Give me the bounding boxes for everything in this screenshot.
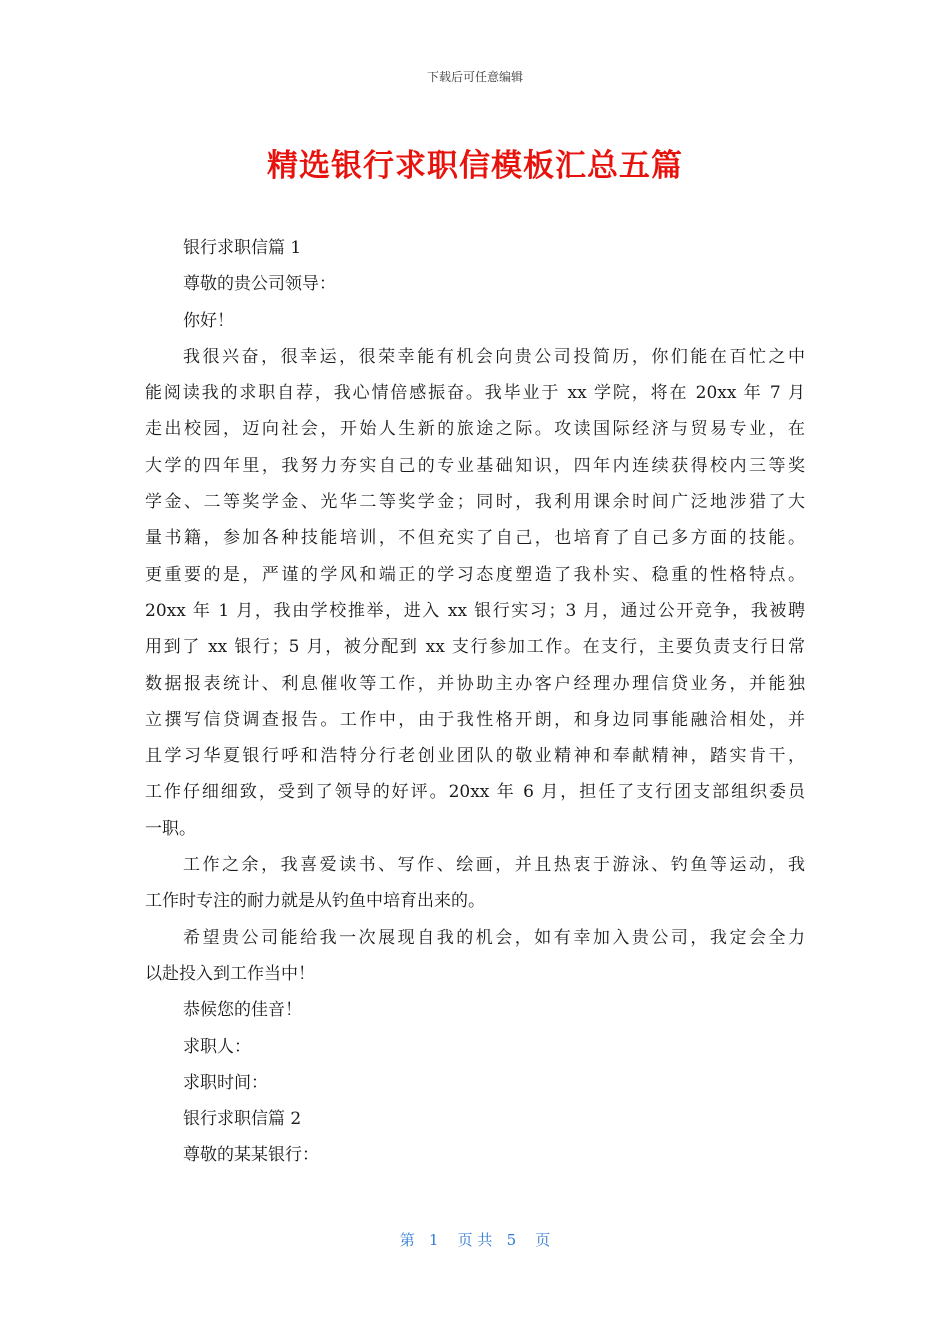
body-line: 银行求职信篇 1: [183, 238, 302, 258]
body-line: 希望贵公司能给我一次展现自我的机会，如有幸加入贵公司，我定会全力: [183, 927, 805, 948]
body-line: 立撰写信贷调查报告。工作中，由于我性格开朗，和身边同事能融洽相处，并: [145, 709, 805, 730]
body-line: 求职人：: [183, 1036, 251, 1057]
body-line: 20xx 年 1 月，我由学校推举，进入 xx 银行实习；3 月，通过公开竞争，我被聘: [145, 600, 805, 621]
body-line: 求职时间：: [183, 1072, 268, 1093]
body-line: 工作之余，我喜爱读书、写作、绘画，并且热衷于游泳、钓鱼等运动，我: [183, 855, 805, 876]
body-line: 银行求职信篇 2: [183, 1109, 302, 1130]
body-line: 更重要的是，严谨的学风和端正的学习态度塑造了我朴实、稳重的性格特点。: [145, 564, 805, 585]
body-line: 一职。: [145, 818, 196, 839]
body-line: 能阅读我的求职自荐，我心情倍感振奋。我毕业于 xx 学院，将在 20xx 年 7 月: [145, 383, 805, 404]
body-line: 恭候您的佳音！: [183, 1000, 302, 1021]
body-line: 我很兴奋，很幸运，很荣幸能有机会向贵公司投简历，你们能在百忙之中: [183, 346, 805, 367]
body-line: 工作时专注的耐力就是从钓鱼中培育出来的。: [145, 891, 485, 912]
body-line: 工作仔细细致，受到了领导的好评。20xx 年 6 月，担任了支行团支部组织委员: [145, 782, 805, 803]
page-footer: 第 1 页 共 5 页: [399, 1231, 551, 1249]
document-title: 精选银行求职信模板汇总五篇: [267, 148, 683, 184]
body-line: 数据报表统计、利息催收等工作，并协助主办客户经理办理信贷业务，并能独: [145, 673, 805, 694]
body-line: 学金、二等奖学金、光华二等奖学金；同时，我利用课余时间广泛地涉猎了大: [145, 492, 805, 513]
header-note: 下载后可任意编辑: [426, 70, 523, 84]
document-body: [145, 230, 805, 1174]
body-line: 量书籍，参加各种技能培训，不但充实了自己，也培育了自己多方面的技能。: [145, 528, 805, 549]
body-line: 走出校园，迈向社会，开始人生新的旅途之际。攻读国际经济与贸易专业，在: [145, 419, 805, 440]
body-line: 尊敬的某某银行：: [183, 1145, 319, 1166]
body-line: 且学习华夏银行呼和浩特分行老创业团队的敬业精神和奉献精神，踏实肯干，: [145, 746, 805, 767]
body-line: 你好！: [183, 310, 234, 331]
body-line: 尊敬的贵公司领导：: [183, 274, 336, 295]
body-line: 大学的四年里，我努力夯实自己的专业基础知识，四年内连续获得校内三等奖: [145, 455, 805, 476]
body-line: 以赴投入到工作当中！: [145, 963, 315, 984]
body-line: 用到了 xx 银行；5 月，被分配到 xx 支行参加工作。在支行，主要负责支行日常: [145, 637, 805, 658]
